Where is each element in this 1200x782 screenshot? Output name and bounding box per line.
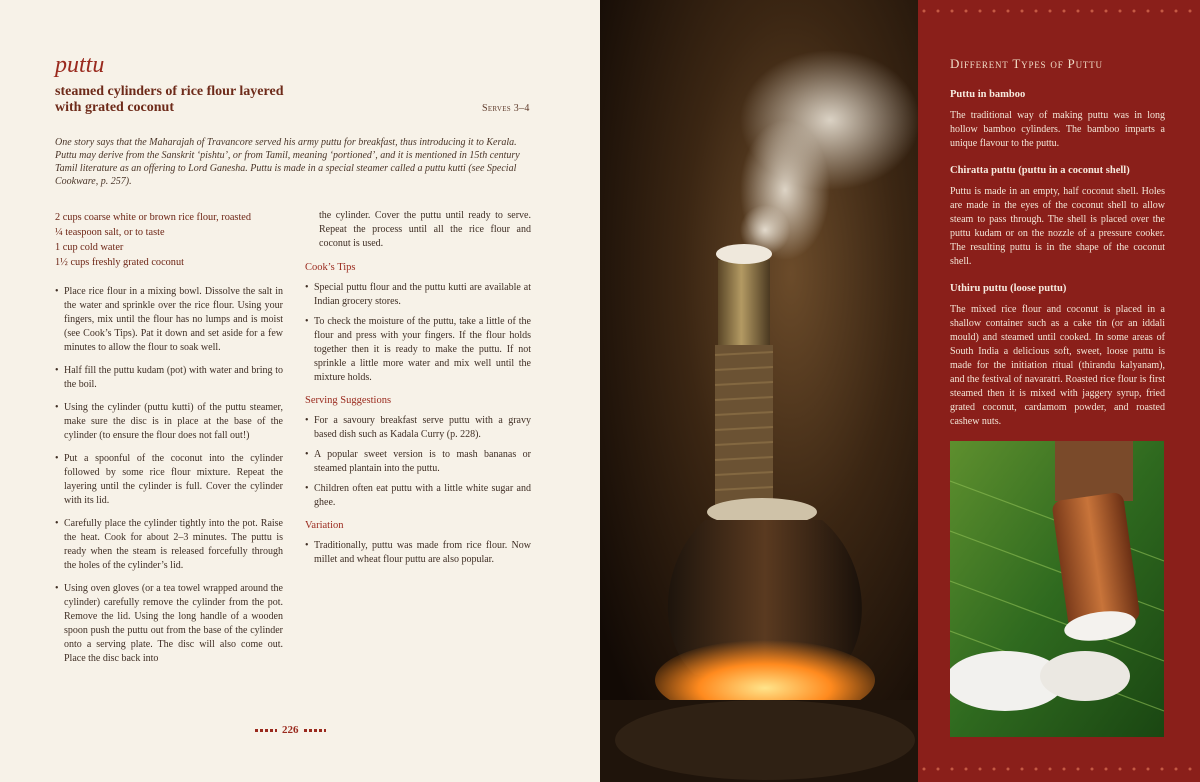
ornament-border-icon (918, 764, 1200, 774)
bamboo-puttu-photo (950, 441, 1164, 737)
ingredient-item: ¼ teaspoon salt, or to taste (55, 227, 165, 238)
suggestion-item: • A popular sweet version is to mash bananas or steamed plantain into the puttu. (305, 448, 531, 476)
ingredient-item: 1 cup cold water (55, 242, 124, 253)
method-step: • Half fill the puttu kudam (pot) with water and bring to the boil. (55, 364, 283, 392)
recipe-notes-column (305, 209, 531, 576)
variation-list (305, 539, 531, 567)
recipe-title: puttu (55, 52, 105, 78)
method-continued: the cylinder. Cover the puttu until ready to serve. Repeat the process until all the rice flour and coconut is used. (319, 210, 531, 249)
method-step: • Place rice flour in a mixing bowl. Dissolve the salt in the water and sprinkle over the rice flour. Using your fingers, mix until the flour has no lumps and is moist (see Cook’s Tips). Pat it down and set aside for a few minutes to allow the flour to soak well. (55, 285, 283, 355)
suggestion-item: • For a savoury breakfast serve puttu with a gravy based dish such as Kadala Curry (p. 228). (305, 414, 531, 442)
cooks-tips-heading: Cook’s Tips (305, 262, 356, 273)
puttu-steamer-photo (600, 0, 918, 782)
variation-item: • Traditionally, puttu was made from rice flour. Now millet and wheat flour puttu are also popular. (305, 539, 531, 567)
sidebar-body (950, 88, 1165, 442)
sidebar-section-text: The mixed rice flour and coconut is placed in a shallow container such as a cake tin (or an iddali mould) and steamed until cooked. In some areas of South India a delicious soft, sweet, loose puttu is made for the initiation ritual (thirandu kalyanam), and the festival of navaratri. Roasted rice flour is first steamed then it is mixed with jaggery syrup, fried grated coconut, cardamom powder, and roasted cashew nuts. (950, 304, 1165, 427)
puttu-steamer-illustration (600, 0, 918, 782)
ingredient-list (55, 210, 285, 270)
recipe-subtitle: steamed cylinders of rice flour layered with grated coconut (55, 84, 284, 115)
page-ornament (255, 729, 277, 732)
variation-heading: Variation (305, 520, 344, 531)
page-ornament (304, 729, 326, 732)
serving-suggestions-heading: Serving Suggestions (305, 395, 392, 406)
serves-label: Serves 3–4 (482, 103, 530, 114)
method-step: • Carefully place the cylinder tightly into the pot. Raise the heat. Cook for about 2–3 minutes. The puttu is ready when the steam is released forcefully through the holes of the cylinder’s lid. (55, 517, 283, 573)
suggestion-item: • Children often eat puttu with a little white sugar and ghee. (305, 482, 531, 510)
page-number (255, 724, 326, 736)
cooks-tips-list (305, 281, 531, 385)
sidebar-section-text: The traditional way of making puttu was in long hollow bamboo cylinders. The bamboo imparts a unique flavour to the puttu. (950, 110, 1165, 149)
method-step: • Using oven gloves (or a tea towel wrapped around the cylinder) carefully remove the cylinder from the pot. Remove the lid. Using the long handle of a wooden spoon push the puttu out from the base of the cylinder onto a serving plate. The disc will also come out. Place the disc back into (55, 582, 283, 666)
method-step: • Put a spoonful of the coconut into the cylinder followed by some rice flour mixture. Repeat the layering until the cylinder is full. Cover the cylinder with its lid. (55, 452, 283, 508)
sidebar-section-title: Chiratta puttu (puttu in a coconut shell) (950, 165, 1130, 176)
ingredient-item: 2 cups coarse white or brown rice flour, roasted (55, 212, 252, 223)
sidebar-panel (918, 0, 1200, 782)
sidebar-section-title: Puttu in bamboo (950, 89, 1026, 100)
sidebar-section-title: Uthiru puttu (loose puttu) (950, 283, 1067, 294)
ingredient-item: 1½ cups freshly grated coconut (55, 257, 184, 268)
recipe-intro: One story says that the Maharajah of Travancore served his army puttu for breakfast, thus introducing it to Kerala. Puttu may derive from the Sanskrit ‘pishtu’, or from Tamil, meaning ‘portioned’, and it is mentioned in 15th century Tamil literature as an offering to Lord Ganesha. Puttu is made in a special steamer called a puttu kutti (see Special Cookware, p. 257). (55, 137, 520, 187)
page-number-text: 226 (282, 724, 299, 736)
method-steps (55, 285, 283, 675)
sidebar-heading: Different Types of Puttu (950, 56, 1103, 71)
tip-item: • To check the moisture of the puttu, take a little of the flour and press with your fingers. If the flour holds together then it is ready to make the puttu. If not sprinkle a little more water and mix well until the mixture holds. (305, 315, 531, 385)
ornament-border-icon (918, 6, 1200, 16)
tip-item: • Special puttu flour and the puttu kutti are available at Indian grocery stores. (305, 281, 531, 309)
bamboo-puttu-illustration (950, 441, 1164, 737)
method-step: • Using the cylinder (puttu kutti) of the puttu steamer, make sure the disc is in place at the base of the cylinder (to ensure the flour does not fall out!) (55, 401, 283, 443)
serving-suggestions-list (305, 414, 531, 510)
sidebar-section-text: Puttu is made in an empty, half coconut shell. Holes are made in the eyes of the coconut shell to allow steam to pass through. The shell is placed over the puttu kudam or on the nozzle of a pressure cooker. The resulting puttu is in the shape of the coconut shell. (950, 186, 1165, 267)
